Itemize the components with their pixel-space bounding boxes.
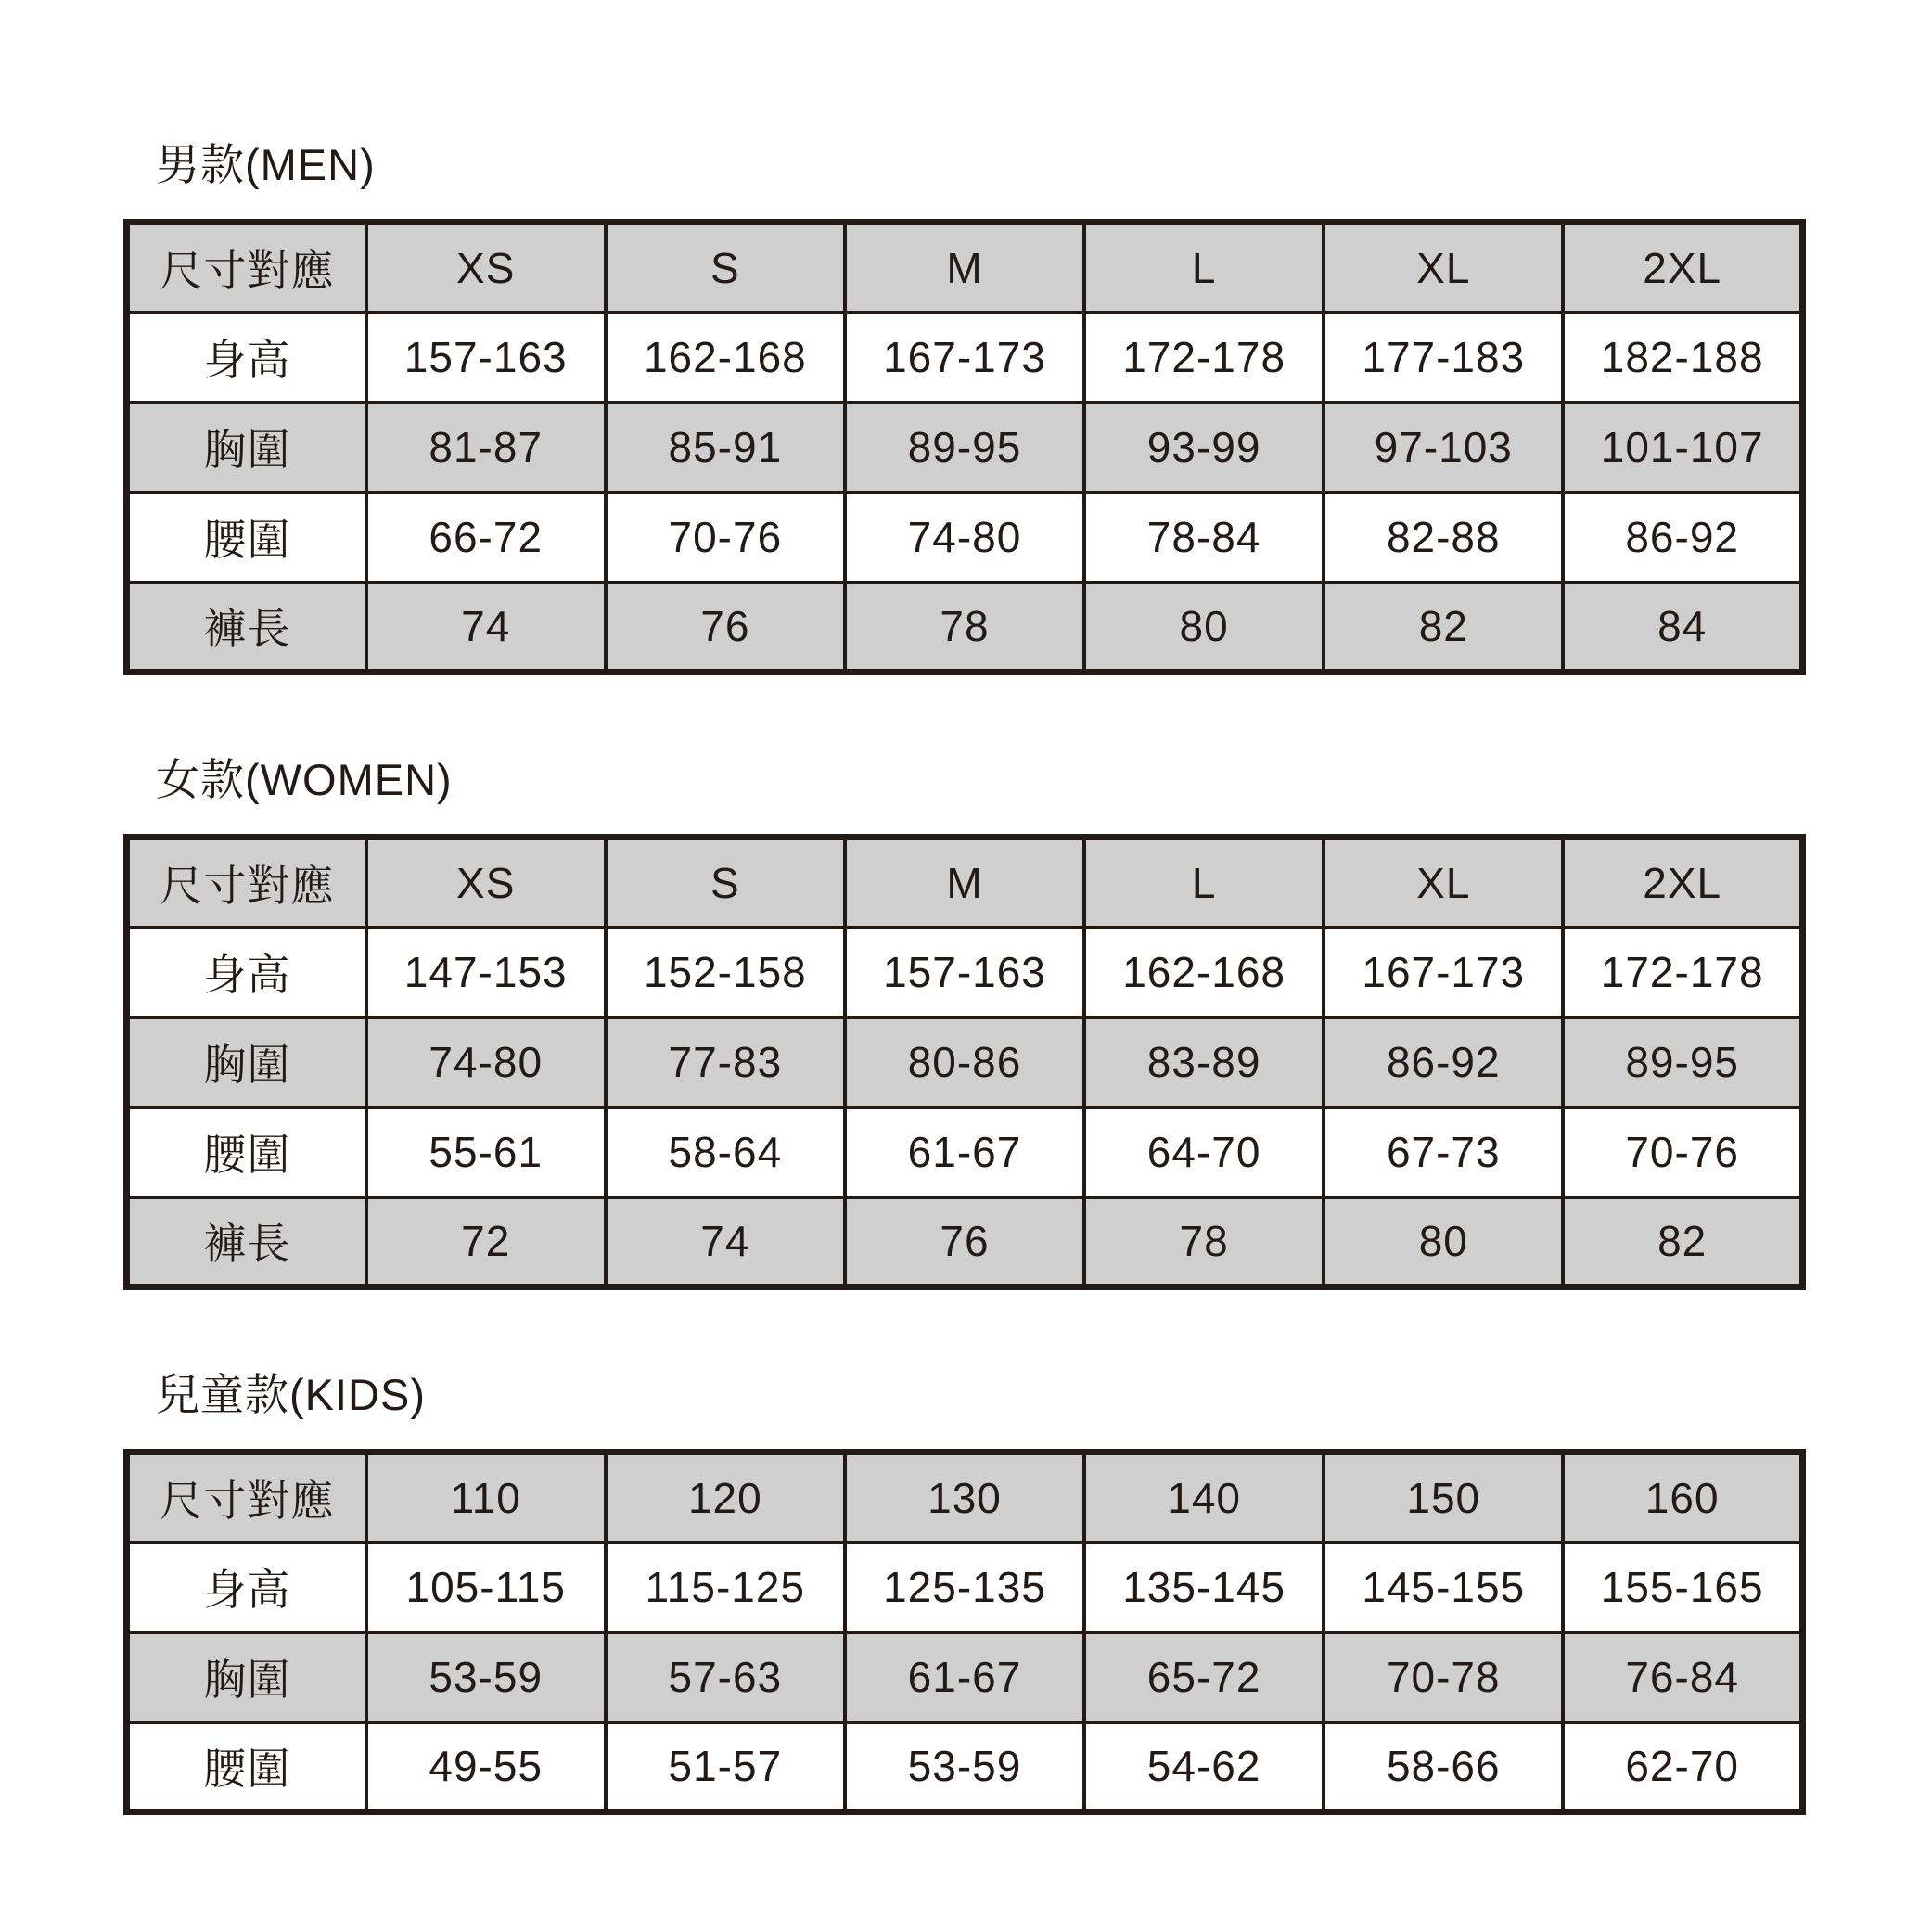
value-cell: 80: [1324, 1197, 1563, 1287]
size-column-header: 160: [1563, 1452, 1802, 1542]
measurement-row: [127, 403, 1803, 493]
row-label-cell: 身高: [127, 1542, 366, 1632]
value-cell: 74-80: [845, 493, 1084, 582]
value-cell: 58-66: [1324, 1722, 1563, 1812]
measurement-row: [127, 1722, 1803, 1812]
header-label-cell: 尺寸對應: [127, 1452, 366, 1542]
value-cell: 172-178: [1084, 313, 1324, 403]
men-section-title: 男款(MEN): [156, 140, 376, 189]
row-label-cell: 褲長: [127, 1197, 366, 1287]
value-cell: 167-173: [845, 313, 1084, 403]
value-cell: 97-103: [1324, 403, 1563, 493]
row-label-cell: 腰圍: [127, 493, 366, 582]
measurement-row: [127, 313, 1803, 403]
value-cell: 64-70: [1084, 1107, 1324, 1197]
women-size-table: [123, 834, 1806, 1290]
kids-size-section: [123, 1369, 1807, 1815]
header-row: [127, 1452, 1803, 1542]
size-column-header: 150: [1324, 1452, 1563, 1542]
women-section-title: 女款(WOMEN): [156, 755, 453, 804]
value-cell: 57-63: [606, 1632, 845, 1722]
header-row: [127, 838, 1803, 928]
size-column-header: L: [1084, 223, 1324, 313]
value-cell: 81-87: [366, 403, 606, 493]
size-column-header: S: [606, 838, 845, 928]
header-label-cell: 尺寸對應: [127, 838, 366, 928]
value-cell: 76: [606, 582, 845, 672]
value-cell: 61-67: [845, 1107, 1084, 1197]
value-cell: 162-168: [1084, 928, 1324, 1017]
row-label-cell: 胸圍: [127, 1017, 366, 1107]
measurement-row: [127, 1107, 1803, 1197]
size-column-header: XL: [1324, 223, 1563, 313]
value-cell: 76-84: [1563, 1632, 1802, 1722]
value-cell: 157-163: [366, 313, 606, 403]
header-label-cell: 尺寸對應: [127, 223, 366, 313]
kids-section-title: 兒童款(KIDS): [156, 1370, 426, 1419]
value-cell: 157-163: [845, 928, 1084, 1017]
value-cell: 105-115: [366, 1542, 606, 1632]
value-cell: 82: [1324, 582, 1563, 672]
measurement-row: [127, 1017, 1803, 1107]
value-cell: 74: [606, 1197, 845, 1287]
value-cell: 155-165: [1563, 1542, 1802, 1632]
value-cell: 86-92: [1324, 1017, 1563, 1107]
value-cell: 67-73: [1324, 1107, 1563, 1197]
size-column-header: 110: [366, 1452, 606, 1542]
value-cell: 84: [1563, 582, 1802, 672]
row-label-cell: 胸圍: [127, 1632, 366, 1722]
row-label-cell: 褲長: [127, 582, 366, 672]
row-label-cell: 胸圍: [127, 403, 366, 493]
value-cell: 55-61: [366, 1107, 606, 1197]
value-cell: 76: [845, 1197, 1084, 1287]
value-cell: 83-89: [1084, 1017, 1324, 1107]
value-cell: 78: [845, 582, 1084, 672]
value-cell: 172-178: [1563, 928, 1802, 1017]
value-cell: 58-64: [606, 1107, 845, 1197]
value-cell: 70-78: [1324, 1632, 1563, 1722]
value-cell: 82: [1563, 1197, 1802, 1287]
size-column-header: XL: [1324, 838, 1563, 928]
value-cell: 61-67: [845, 1632, 1084, 1722]
measurement-row: [127, 582, 1803, 672]
row-label-cell: 腰圍: [127, 1107, 366, 1197]
value-cell: 72: [366, 1197, 606, 1287]
size-column-header: L: [1084, 838, 1324, 928]
value-cell: 82-88: [1324, 493, 1563, 582]
size-column-header: S: [606, 223, 845, 313]
value-cell: 70-76: [606, 493, 845, 582]
value-cell: 54-62: [1084, 1722, 1324, 1812]
men-size-table: [123, 219, 1806, 675]
kids-size-table: [123, 1449, 1806, 1815]
value-cell: 51-57: [606, 1722, 845, 1812]
value-cell: 53-59: [366, 1632, 606, 1722]
value-cell: 62-70: [1563, 1722, 1802, 1812]
value-cell: 93-99: [1084, 403, 1324, 493]
value-cell: 135-145: [1084, 1542, 1324, 1632]
value-cell: 86-92: [1563, 493, 1802, 582]
value-cell: 89-95: [845, 403, 1084, 493]
value-cell: 152-158: [606, 928, 845, 1017]
row-label-cell: 腰圍: [127, 1722, 366, 1812]
value-cell: 53-59: [845, 1722, 1084, 1812]
size-column-header: 130: [845, 1452, 1084, 1542]
value-cell: 177-183: [1324, 313, 1563, 403]
size-column-header: XS: [366, 223, 606, 313]
value-cell: 78: [1084, 1197, 1324, 1287]
size-column-header: 2XL: [1563, 838, 1802, 928]
measurement-row: [127, 928, 1803, 1017]
value-cell: 167-173: [1324, 928, 1563, 1017]
value-cell: 89-95: [1563, 1017, 1802, 1107]
value-cell: 80-86: [845, 1017, 1084, 1107]
value-cell: 115-125: [606, 1542, 845, 1632]
value-cell: 77-83: [606, 1017, 845, 1107]
value-cell: 80: [1084, 582, 1324, 672]
measurement-row: [127, 493, 1803, 582]
size-column-header: M: [845, 223, 1084, 313]
value-cell: 162-168: [606, 313, 845, 403]
value-cell: 85-91: [606, 403, 845, 493]
row-label-cell: 身高: [127, 928, 366, 1017]
value-cell: 74: [366, 582, 606, 672]
size-column-header: 2XL: [1563, 223, 1802, 313]
measurement-row: [127, 1542, 1803, 1632]
women-size-section: [123, 754, 1807, 1290]
row-label-cell: 身高: [127, 313, 366, 403]
header-row: [127, 223, 1803, 313]
size-column-header: M: [845, 838, 1084, 928]
size-column-header: XS: [366, 838, 606, 928]
size-column-header: 140: [1084, 1452, 1324, 1542]
value-cell: 49-55: [366, 1722, 606, 1812]
value-cell: 65-72: [1084, 1632, 1324, 1722]
value-cell: 101-107: [1563, 403, 1802, 493]
value-cell: 78-84: [1084, 493, 1324, 582]
measurement-row: [127, 1197, 1803, 1287]
men-size-section: [123, 139, 1807, 675]
measurement-row: [127, 1632, 1803, 1722]
value-cell: 147-153: [366, 928, 606, 1017]
size-column-header: 120: [606, 1452, 845, 1542]
value-cell: 145-155: [1324, 1542, 1563, 1632]
value-cell: 70-76: [1563, 1107, 1802, 1197]
value-cell: 66-72: [366, 493, 606, 582]
value-cell: 182-188: [1563, 313, 1802, 403]
value-cell: 125-135: [845, 1542, 1084, 1632]
value-cell: 74-80: [366, 1017, 606, 1107]
